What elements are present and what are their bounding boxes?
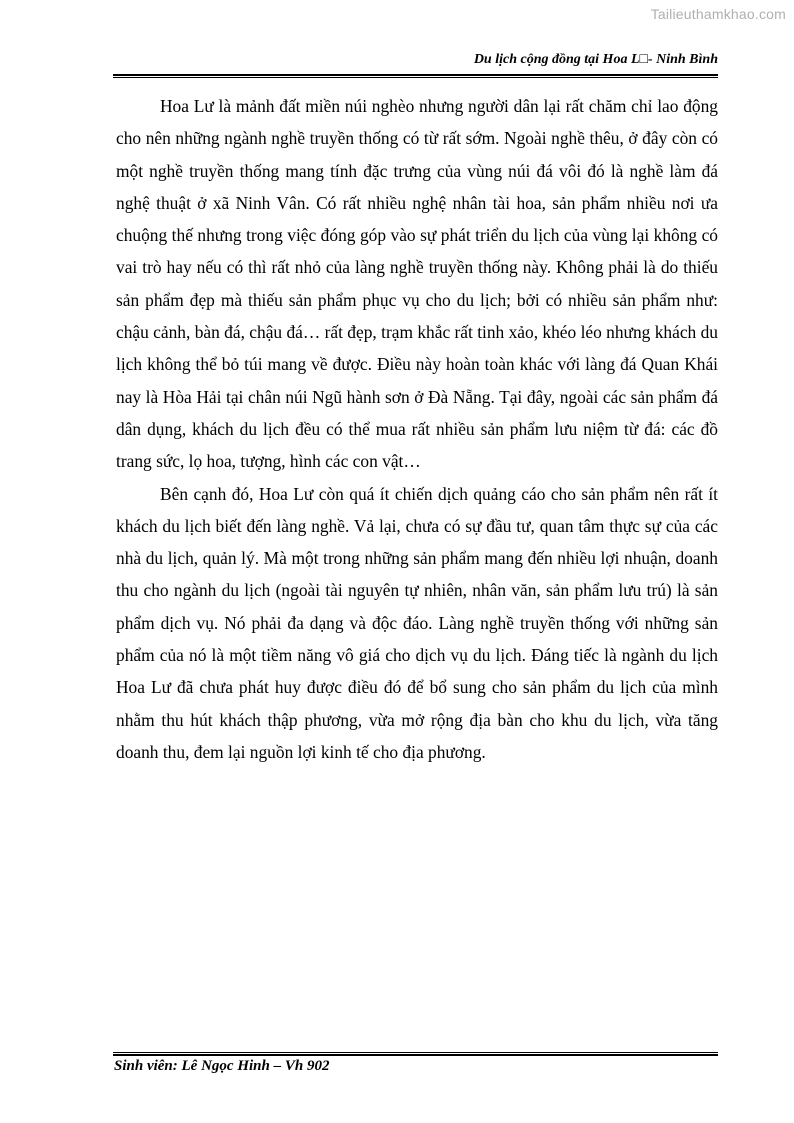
- paragraph-1: Hoa Lư là mảnh đất miền núi nghèo nhưng người dân lại rất chăm chỉ lao động cho nên những ngành nghề truyền thống có từ rất sớm. Ngoài nghề thêu, ở đây còn có một nghề truyền thống mang tính đặc trưng của vùng núi đá vôi đó là nghề làm đá nghệ thuật ở xã Ninh Vân. Có rất nhiều nghệ nhân tài hoa, sản phẩm nhiều nơi ưa chuộng thế nhưng trong việc đóng góp vào sự phát triển du lịch của vùng lại không có vai trò hay nếu có thì rất nhỏ của làng nghề truyền thống này. Không phải là do thiếu sản phẩm đẹp mà thiếu sản phẩm phục vụ cho du lịch; bởi có nhiều sản phẩm như: chậu cảnh, bàn đá, chậu đá… rất đẹp, trạm khắc rất tinh xảo, khéo léo nhưng khách du lịch không thể bỏ túi mang về được. Điều này hoàn toàn khác với làng đá Quan Khái nay là Hòa Hải tại chân núi Ngũ hành sơn ở Đà Nẵng. Tại đây, ngoài các sản phẩm đá dân dụng, khách du lịch đều có thể mua rất nhiều sản phẩm lưu niệm từ đá: các đồ trang sức, lọ hoa, tượng, hình các con vật…: [116, 96, 718, 472]
- paragraph-2: Bên cạnh đó, Hoa Lư còn quá ít chiến dịch quảng cáo cho sản phẩm nên rất ít khách du lịch biết đến làng nghề. Vả lại, chưa có sự đầu tư, quan tâm thực sự của các nhà du lịch, quản lý. Mà một trong những sản phẩm mang đến nhiều lợi nhuận, doanh thu cho ngành du lịch (ngoài tài nguyên tự nhiên, nhân văn, sản phẩm lưu trú) là sản phẩm dịch vụ. Nó phải đa dạng và độc đáo. Làng nghề truyền thống với những sản phẩm của nó là một tiềm năng vô giá cho dịch vụ du lịch. Đáng tiếc là ngành du lịch Hoa Lư đã chưa phát huy được điều đó để bổ sung cho sản phẩm du lịch của mình nhằm thu hút khách thập phương, vừa mở rộng địa bàn cho khu du lịch, vừa tăng doanh thu, đem lại nguồn lợi kinh tế cho địa phương.: [116, 483, 718, 762]
- watermark: Tailieuthamkhao.com: [650, 6, 786, 22]
- page-footer-author: Sinh viên: Lê Ngọc Hinh – Vh 902: [114, 1058, 330, 1074]
- header-divider: [113, 74, 718, 78]
- page-header-title: Du lịch cộng đồng tại Hoa L□- Ninh Bình: [473, 52, 718, 67]
- document-body: [116, 90, 718, 768]
- footer-divider: [113, 1052, 718, 1056]
